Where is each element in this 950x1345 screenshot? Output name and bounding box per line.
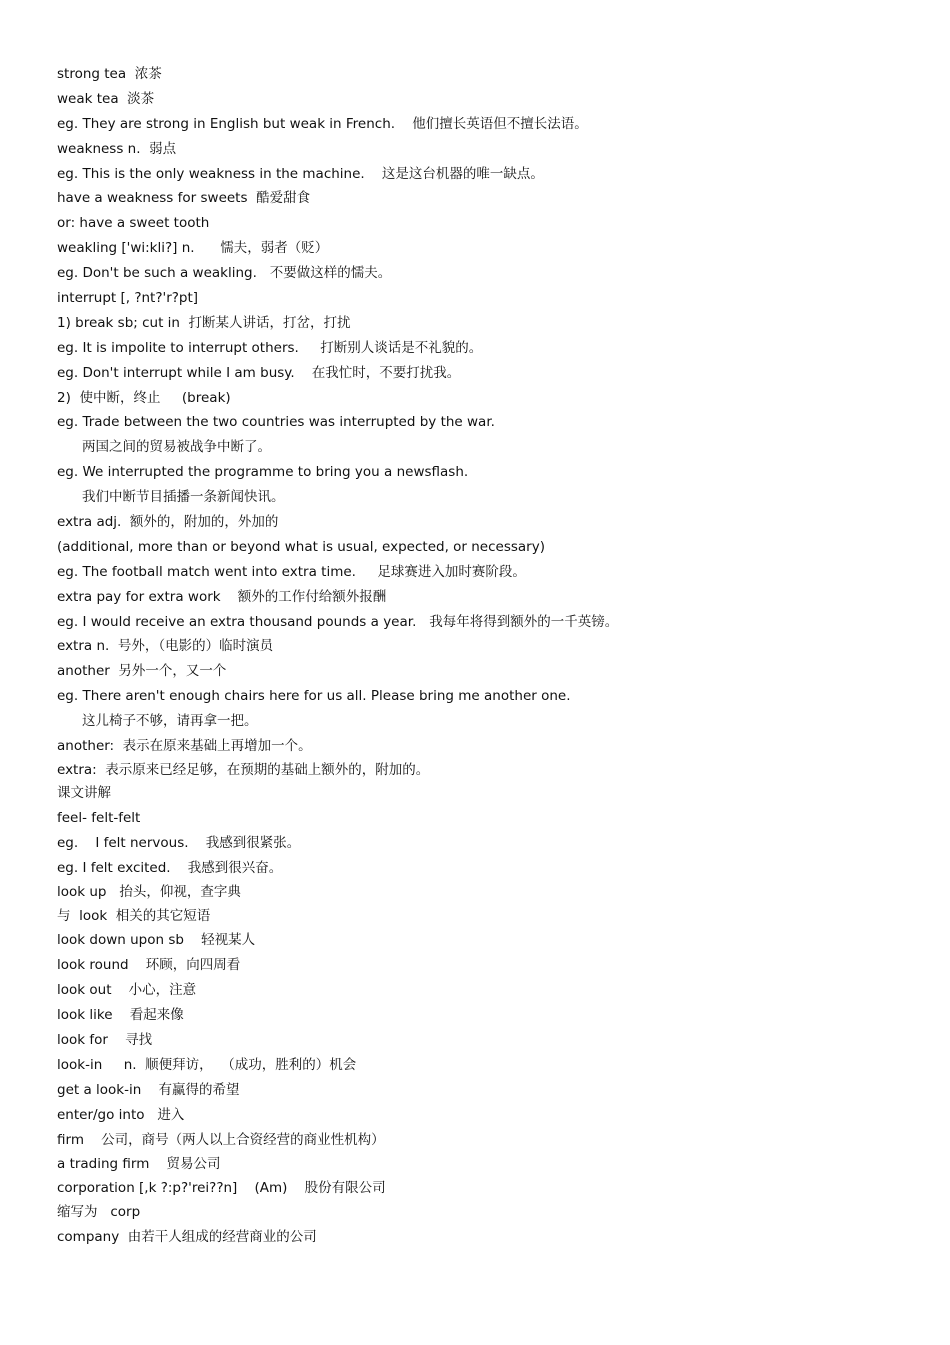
- text-line-company: company 由若干人组成的经营商业的公司: [57, 1228, 317, 1245]
- text-line-weakling: weakling ['wi:kli?] n. 懦夫，弱者（贬）: [57, 240, 329, 257]
- text-line-definition: (additional, more than or beyond what is usual, expected, or necessary): [57, 538, 545, 555]
- text-line-example: eg. I would receive an extra thousand pounds a year. 我每年将得到额外的一千英镑。: [57, 613, 619, 630]
- text-line-extra-n: extra n. 号外，（电影的）临时演员: [57, 638, 274, 655]
- text-line-feel: feel- felt-felt: [57, 810, 141, 827]
- text-line-look-round: look round 环顾，向四周看: [57, 957, 241, 974]
- text-line-weak-tea: weak tea 淡茶: [57, 90, 155, 107]
- text-line-example: eg. Trade between the two countries was interrupted by the war.: [57, 414, 495, 431]
- text-line-another: another 另外一个，又一个: [57, 663, 227, 680]
- text-line-example: eg. The football match went into extra time. 足球赛进入加时赛阶段。: [57, 563, 526, 580]
- text-line-enter: enter/go into 进入: [57, 1106, 185, 1123]
- text-line-another-note: another: 表示在原来基础上再增加一个。: [57, 738, 312, 755]
- text-line-firm: firm 公司，商号（两人以上合资经营的商业性机构）: [57, 1131, 385, 1148]
- text-line-sweet-tooth: or: have a sweet tooth: [57, 215, 210, 232]
- text-line-example: eg. I felt excited. 我感到很兴奋。: [57, 860, 283, 877]
- text-line-extra-adj: extra adj. 额外的，附加的，外加的: [57, 514, 279, 531]
- text-line-translation: 我们中断节目插播一条新闻快讯。: [82, 489, 285, 506]
- text-line-look-in: look-in n. 顺便拜访， （成功，胜利的）机会: [57, 1056, 357, 1073]
- text-line-corp-abbr: 缩写为 corp: [57, 1203, 141, 1220]
- text-line-example: eg. There aren't enough chairs here for us all. Please bring me another one.: [57, 688, 571, 705]
- text-line-example: eg. Don't be such a weakling. 不要做这样的懦夫。: [57, 265, 392, 282]
- text-line-interrupt: interrupt [, ?nt?'r?pt]: [57, 290, 199, 307]
- section-heading: 课文讲解: [57, 785, 111, 802]
- text-line-extra-note: extra: 表示原来已经足够，在预期的基础上额外的，附加的。: [57, 761, 430, 778]
- text-line-strong-tea: strong tea 浓茶: [57, 66, 162, 82]
- text-line-get-look-in: get a look-in 有赢得的希望: [57, 1081, 240, 1098]
- text-line-example: eg. We interrupted the programme to bring you a newsflash.: [57, 464, 469, 481]
- text-line-example: eg. They are strong in English but weak in French. 他们擅长英语但不擅长法语。: [57, 115, 588, 132]
- text-line-weakness-for-sweets: have a weakness for sweets 酷爱甜食: [57, 190, 311, 207]
- text-line-look-out: look out 小心，注意: [57, 982, 197, 999]
- text-line-example: eg. This is the only weakness in the machine. 这是这台机器的唯一缺点。: [57, 165, 544, 182]
- text-line-look-phrases: 与 look 相关的其它短语: [57, 907, 211, 924]
- text-line-translation: 两国之间的贸易被战争中断了。: [82, 439, 271, 456]
- text-line-definition: 2) 使中断，终止 (break): [57, 389, 231, 406]
- text-line-look-down: look down upon sb 轻视某人: [57, 932, 256, 949]
- text-line-look-up: look up 抬头，仰视，查字典: [57, 884, 241, 900]
- document-page: [57, 62, 937, 1250]
- text-line-look-for: look for 寻找: [57, 1031, 153, 1048]
- text-line-example: eg. Don't interrupt while I am busy. 在我忙时，不要打扰我。: [57, 364, 461, 381]
- text-line-example: eg. I felt nervous. 我感到很紧张。: [57, 835, 301, 852]
- text-line-corporation: corporation [,k ?:p?'rei??n] (Am) 股份有限公司: [57, 1180, 386, 1197]
- text-line-translation: 这儿椅子不够，请再拿一把。: [82, 713, 258, 730]
- text-line-weakness: weakness n. 弱点: [57, 140, 177, 157]
- text-line-definition: 1) break sb; cut in 打断某人讲话，打岔，打扰: [57, 314, 351, 331]
- text-line-look-like: look like 看起来像: [57, 1007, 184, 1024]
- text-line-example: eg. It is impolite to interrupt others. 打断别人谈话是不礼貌的。: [57, 339, 483, 356]
- text-line-extra-pay: extra pay for extra work 额外的工作付给额外报酬: [57, 588, 387, 605]
- text-line-trading-firm: a trading firm 贸易公司: [57, 1156, 221, 1173]
